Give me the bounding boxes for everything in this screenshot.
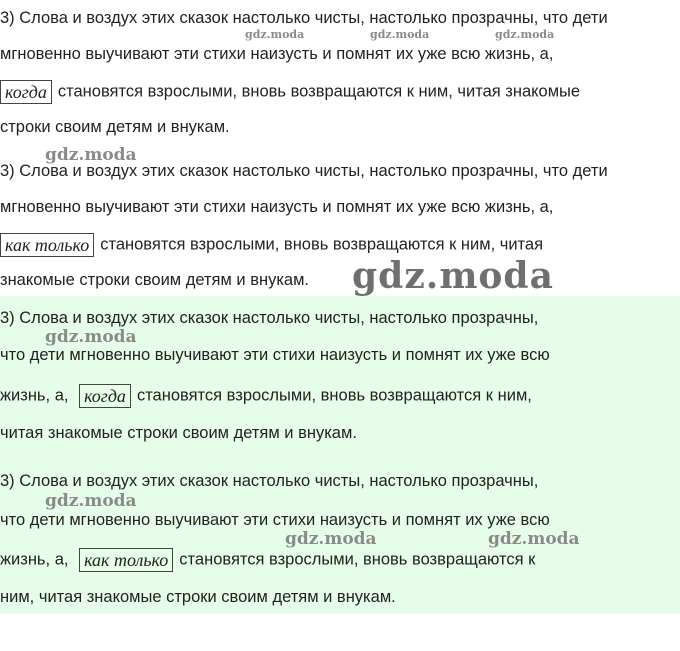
block3-line4: читая знакомые строки своим детям и внукам. — [0, 424, 357, 442]
watermark: gdz.moda — [245, 28, 305, 41]
block1-line4: строки своим детям и внукам. — [0, 118, 230, 136]
watermark-large: gdz.moda — [352, 255, 554, 297]
block3-line2: что дети мгновенно выучивают эти стихи наизусть и помнят их уже всю — [0, 346, 550, 364]
block3-line1: 3) Слова и воздух этих сказок настолько чисты, настолько прозрачны, — [0, 309, 539, 327]
block2-line2: мгновенно выучивают эти стихи наизусть и помнят их уже всю жизнь, а, — [0, 198, 554, 216]
block4-line4: ним, читая знакомые строки своим детям и внукам. — [0, 588, 396, 606]
block3-line3: жизнь, а, когда становятся взрослыми, вновь возвращаются к ним, — [0, 386, 532, 406]
watermark: gdz.moda — [488, 529, 580, 549]
watermark: gdz.moda — [45, 145, 137, 165]
block1-line1: 3) Слова и воздух этих сказок настолько чисты, настолько прозрачны, что дети — [0, 9, 608, 27]
watermark: gdz.moda — [45, 491, 137, 511]
block4-line3: жизнь, а, как только становятся взрослыми, вновь возвращаются к — [0, 550, 536, 570]
boxed-conjunction: как только — [79, 548, 173, 572]
block2-line1: 3) Слова и воздух этих сказок настолько чисты, настолько прозрачны, что дети — [0, 162, 608, 180]
block4-line2: что дети мгновенно выучивают эти стихи наизусть и помнят их уже всю — [0, 511, 550, 529]
block1-line3: когда становятся взрослыми, вновь возвращаются к ним, читая знакомые — [0, 80, 580, 104]
watermark: gdz.moda — [285, 529, 377, 549]
watermark: gdz.moda — [495, 28, 555, 41]
block2-line4: знакомые строки своим детям и внукам. — [0, 271, 310, 289]
block2-line3: как только становятся взрослыми, вновь возвращаются к ним, читая — [0, 233, 543, 257]
boxed-conjunction: когда — [79, 384, 131, 408]
boxed-conjunction: когда — [0, 80, 52, 104]
block4-line1: 3) Слова и воздух этих сказок настолько чисты, настолько прозрачны, — [0, 472, 539, 490]
watermark: gdz.moda — [370, 28, 430, 41]
boxed-conjunction: как только — [0, 233, 94, 257]
block1-line2: мгновенно выучивают эти стихи наизусть и помнят их уже всю жизнь, а, — [0, 45, 554, 63]
watermark: gdz.moda — [45, 327, 137, 347]
